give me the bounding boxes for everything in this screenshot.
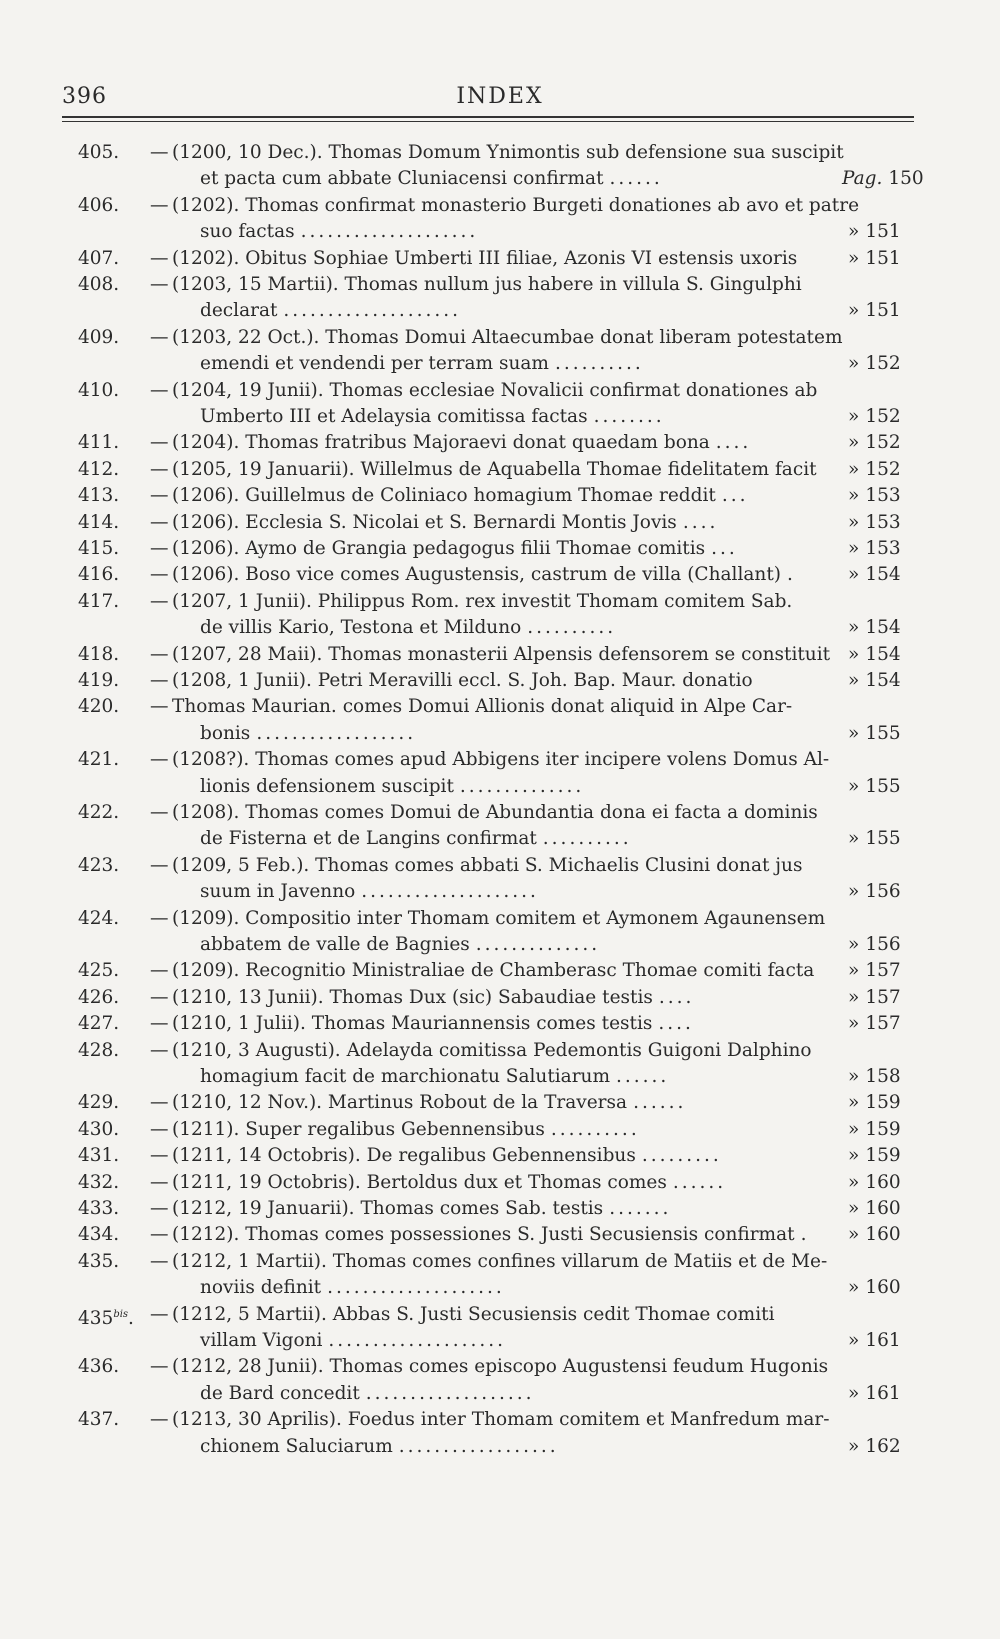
page-ref-mark: » (848, 1277, 860, 1299)
entry-number: 423. (78, 854, 120, 876)
page-ref-number: 151 (865, 300, 901, 322)
page-ref-mark: » (848, 1329, 860, 1351)
page-ref-number: 160 (865, 1224, 901, 1246)
entry-text-line: noviis definit .................... (200, 1277, 505, 1299)
page-reference (848, 430, 901, 456)
entry-text-line: de villis Kario, Testona et Milduno .......... (200, 617, 617, 639)
running-title: INDEX (456, 84, 544, 109)
entry-number: 411. (78, 432, 120, 454)
entry-dash: — (150, 274, 169, 295)
entry-dash: — (150, 1198, 169, 1219)
entry-text-line: (1209). Compositio inter Thomam comitem et Aymonem Agaunensem (172, 907, 826, 929)
page-reference (848, 1196, 901, 1222)
page-reference (848, 298, 901, 324)
page-ref-number: 150 (888, 168, 924, 190)
entry-dash: — (150, 749, 169, 771)
page-ref-mark: » (848, 1198, 860, 1219)
leader-dots: .................... (328, 1329, 507, 1351)
page-ref-mark: » (848, 775, 860, 797)
entry-text-line: Thomas Maurian. comes Domui Allionis donat aliquid in Alpe Car- (172, 696, 793, 718)
page-ref-number: 152 (865, 405, 901, 427)
page-ref-mark: » (848, 538, 860, 559)
entry-dash: — (150, 1092, 169, 1114)
leader-dots: .................. (256, 722, 417, 744)
entry-dash: — (150, 1039, 169, 1061)
entry-dash: — (150, 564, 169, 586)
entry-number: 414. (78, 511, 120, 533)
entry-text-line: (1207, 1 Junii). Philippus Rom. rex investit Thomam comitem Sab. (172, 590, 793, 612)
entry-dash: — (150, 1171, 169, 1193)
leader-dots: .................. (398, 1435, 559, 1457)
entry-number: 407. (78, 247, 120, 269)
page-ref-number: 161 (865, 1382, 901, 1404)
page-reference (848, 985, 901, 1011)
entry-text-line: (1204, 19 Junii). Thomas ecclesiae Novalicii confirmat donationes ab (172, 379, 818, 401)
leader-dots: ................... (365, 1382, 535, 1404)
page-ref-number: 154 (865, 670, 901, 691)
page-ref-number: 154 (865, 564, 901, 586)
page-ref-number: 151 (865, 247, 901, 269)
page-reference (848, 1143, 901, 1169)
entry-text-line: suum in Javenno .................... (200, 881, 539, 903)
leader-dots: .... (682, 511, 719, 533)
entry-dash: — (150, 1224, 169, 1246)
page-reference (848, 958, 901, 984)
leader-dots: .................... (283, 300, 462, 322)
entry-number: 433. (78, 1198, 120, 1219)
leader-dots: .... (658, 986, 695, 1008)
leader-dots: .......... (527, 617, 617, 639)
page-ref-mark: » (848, 933, 860, 955)
leader-dots: .................... (327, 1277, 505, 1299)
entry-text-line: emendi et vendendi per terram suam .......... (200, 353, 644, 375)
entry-text-line: (1208, 1 Junii). Petri Meravilli eccl. S. Joh. Bap. Maur. donatio (172, 670, 753, 691)
entry-text-line: de Fisterna et de Langins confirmat .......... (200, 828, 632, 850)
page-ref-mark: » (848, 485, 860, 507)
page-ref-number: 160 (865, 1198, 901, 1219)
leader-dots: ...... (609, 168, 663, 190)
entry-number: 437. (78, 1409, 120, 1431)
page-reference (848, 351, 901, 377)
page-ref-mark: » (848, 643, 860, 665)
entry-dash: — (150, 670, 169, 691)
page-ref-mark: » (848, 353, 860, 375)
entry-text-line: (1211). Super regalibus Gebennensibus .......... (172, 1118, 640, 1140)
entry-text-line: (1206). Aymo de Grangia pedagogus filii Thomae comitis ... (172, 538, 738, 559)
entry-dash: — (150, 458, 169, 480)
entry-number: $435^{bis}$. (78, 1307, 134, 1329)
entry-text-line: (1212, 28 Junii). Thomas comes episcopo Augustensi feudum Hugonis (172, 1356, 829, 1378)
entry-text-line: (1211, 19 Octobris). Bertoldus dux et Thomas comes ...... (172, 1171, 727, 1193)
entry-text-line: chionem Saluciarum .................. (200, 1435, 559, 1457)
page-reference (848, 562, 901, 588)
page-reference (848, 219, 901, 245)
entry-text-line: (1205, 19 Januarii). Willelmus de Aquabella Thomae fidelitatem facit (172, 458, 817, 480)
entry-text-line: (1213, 30 Aprilis). Foedus inter Thomam comitem et Manfredum mar- (172, 1409, 830, 1431)
page-ref-number: 157 (865, 1013, 901, 1035)
entry-dash: — (150, 590, 169, 612)
entry-dash: — (150, 194, 169, 216)
leader-dots: ....... (609, 1198, 672, 1219)
page-ref-number: 155 (865, 775, 901, 797)
entry-number: 408. (78, 274, 120, 295)
page-ref-number: 152 (865, 353, 901, 375)
page-reference (848, 1328, 901, 1354)
leader-dots: .............. (459, 775, 585, 797)
page-reference (848, 457, 901, 483)
page-ref-mark: » (848, 1224, 860, 1246)
leader-dots: ......... (641, 1145, 722, 1167)
entry-text-line: (1212, 5 Martii). Abbas S. Justi Secusiensis cedit Thomae comiti (172, 1303, 775, 1325)
leader-dots: ...... (672, 1171, 727, 1193)
page-ref-number: 159 (865, 1145, 901, 1167)
page-ref-number: 155 (865, 722, 901, 744)
leader-dots: ... (721, 485, 749, 507)
entry-text-line: (1206). Ecclesia S. Nicolai et S. Bernardi Montis Jovis .... (172, 511, 719, 533)
entry-dash: — (150, 907, 169, 929)
page-ref-mark: » (848, 670, 860, 691)
leader-dots: .......... (550, 1118, 640, 1140)
page-reference (848, 721, 901, 747)
entry-text-line: lionis defensionem suscipit .............. (200, 775, 585, 797)
entry-number-suffix: bis (113, 1308, 129, 1320)
page-ref-mark: » (848, 617, 860, 639)
page-number: 396 (62, 84, 107, 109)
entry-dash: — (150, 379, 169, 401)
entry-number: 434. (78, 1224, 120, 1246)
entry-dash: — (150, 854, 169, 876)
entry-number: 429. (78, 1092, 120, 1114)
page-ref-number: 154 (865, 643, 901, 665)
page-reference (848, 1434, 901, 1460)
leader-dots: .................... (300, 221, 479, 243)
page-ref-mark: » (848, 564, 860, 586)
page-reference (842, 166, 924, 192)
entry-text-line: et pacta cum abbate Cluniacensi confirmat ...... (200, 168, 663, 190)
entry-number: 427. (78, 1013, 120, 1035)
page-ref-mark: » (848, 221, 860, 243)
page-ref-mark: » (848, 1382, 860, 1404)
entry-dash: — (150, 326, 169, 348)
entry-number: 421. (78, 749, 120, 771)
entry-text-line: (1210, 1 Julii). Thomas Mauriannensis comes testis .... (172, 1013, 694, 1035)
entry-number: 416. (78, 564, 120, 586)
page-reference (848, 483, 901, 509)
entry-text-line: (1207, 28 Maii). Thomas monasterii Alpensis defensorem se constituit (172, 643, 831, 665)
page-ref-number: 156 (865, 933, 901, 955)
page-ref-number: 159 (865, 1092, 901, 1114)
page-ref-mark: » (848, 1118, 860, 1140)
page-ref-mark: » (848, 1435, 860, 1457)
page-ref-number: 153 (865, 511, 901, 533)
page-ref-mark: » (848, 405, 860, 427)
page-ref-mark: » (848, 1145, 860, 1167)
page-ref-mark: » (848, 828, 860, 850)
page-reference (848, 642, 901, 668)
entry-dash: — (150, 511, 169, 533)
page-ref-mark: » (848, 1092, 860, 1114)
entry-text-line: (1210, 12 Nov.). Martinus Robout de la Traversa ...... (172, 1092, 687, 1114)
page-ref-mark: » (848, 960, 860, 982)
page-ref-number: 159 (865, 1118, 901, 1140)
page-reference (848, 932, 901, 958)
entry-number: 417. (78, 590, 120, 612)
page-ref-number: 160 (865, 1171, 901, 1193)
entry-text-line: homagium facit de marchionatu Salutiarum ...... (200, 1065, 670, 1087)
page-reference (848, 1222, 901, 1248)
entry-text-line: abbatem de valle de Bagnies .............. (200, 933, 601, 955)
entry-text-line: suo factas .................... (200, 221, 479, 243)
entry-number: 406. (78, 194, 120, 216)
leader-dots: ........ (593, 405, 665, 427)
entry-text-line: (1212, 1 Martii). Thomas comes confines villarum de Matiis et de Me- (172, 1250, 828, 1272)
page-reference (848, 1011, 901, 1037)
page-ref-mark: » (848, 986, 860, 1008)
leader-dots: .................... (361, 881, 539, 903)
entry-text-line: (1210, 13 Junii). Thomas Dux (sic) Sabaudiae testis .... (172, 986, 695, 1008)
entry-dash: — (150, 1409, 169, 1431)
entry-text-line: (1200, 10 Dec.). Thomas Domum Ynimontis sub defensione sua suscipit (172, 142, 844, 163)
page-reference (848, 1117, 901, 1143)
page-ref-mark: » (848, 881, 860, 903)
leader-dots: .... (658, 1013, 694, 1035)
leader-dots: .......... (554, 353, 644, 375)
entry-text-line: (1208). Thomas comes Domui de Abundantia dona ei facta a dominis (172, 802, 818, 823)
entry-dash: — (150, 960, 169, 982)
page-reference (848, 246, 901, 272)
page-ref-number: 161 (865, 1329, 901, 1351)
page-ref-mark: Pag. (842, 168, 883, 190)
entry-number: 413. (78, 485, 120, 507)
entry-dash: — (150, 142, 169, 163)
page-ref-number: 158 (865, 1065, 901, 1087)
page-ref-number: 153 (865, 538, 901, 559)
page-ref-mark: » (848, 1013, 860, 1035)
entry-number: 412. (78, 458, 120, 480)
page-reference (848, 826, 901, 852)
entry-number: 435. (78, 1250, 120, 1272)
page-ref-mark: » (848, 722, 860, 744)
entry-text-line: (1203, 15 Martii). Thomas nullum jus habere in villula S. Gingulphi (172, 274, 802, 295)
entry-number: 430. (78, 1118, 120, 1140)
entry-number: 431. (78, 1145, 120, 1167)
entry-text-line: de Bard concedit ................... (200, 1382, 535, 1404)
entry-text-line: (1209). Recognitio Ministraliae de Chamberasc Thomae comiti facta (172, 960, 815, 982)
leader-dots: ...... (633, 1092, 687, 1114)
leader-dots: .......... (542, 828, 632, 850)
entry-text-line: (1206). Guillelmus de Coliniaco homagium Thomae reddit ... (172, 485, 749, 507)
entry-number: 410. (78, 379, 120, 401)
page-reference (848, 1170, 901, 1196)
page-ref-number: 157 (865, 960, 901, 982)
entry-dash: — (150, 1013, 169, 1035)
page-ref-number: 152 (865, 458, 901, 480)
entry-number: 432. (78, 1171, 120, 1193)
page-reference (848, 1090, 901, 1116)
entry-dash: — (150, 643, 169, 665)
entry-number: 420. (78, 696, 120, 718)
page-ref-number: 154 (865, 617, 901, 639)
entry-text-line: (1204). Thomas fratribus Majoraevi donat quaedam bona .... (172, 432, 752, 454)
entry-dash: — (150, 1356, 169, 1378)
page-reference (848, 510, 901, 536)
entry-dash: — (150, 986, 169, 1008)
entry-number: 418. (78, 643, 120, 665)
leader-dots: .............. (475, 933, 601, 955)
page-ref-number: 151 (865, 221, 901, 243)
entry-dash: — (150, 247, 169, 269)
entry-number: 436. (78, 1356, 120, 1378)
entry-dash: — (150, 802, 169, 823)
entry-number: 405. (78, 142, 120, 163)
entry-text-line: (1211, 14 Octobris). De regalibus Gebennensibus ......... (172, 1145, 722, 1167)
page-ref-mark: » (848, 458, 860, 480)
entry-text-line: (1202). Obitus Sophiae Umberti III filiae, Azonis VI estensis uxoris (172, 247, 798, 269)
entry-text-line: (1210, 3 Augusti). Adelayda comitissa Pedemontis Guigoni Dalphino (172, 1039, 812, 1061)
entry-number: 428. (78, 1039, 120, 1061)
page-ref-number: 153 (865, 485, 901, 507)
entry-dash: — (150, 485, 169, 507)
entry-dash: — (150, 538, 169, 559)
entry-dash: — (150, 432, 169, 454)
page-ref-mark: » (848, 1065, 860, 1087)
page-ref-number: 156 (865, 881, 901, 903)
entry-number: 425. (78, 960, 120, 982)
entry-number: 424. (78, 907, 120, 929)
entry-text-line: declarat .................... (200, 300, 462, 322)
page-reference (848, 1064, 901, 1090)
page-reference (848, 404, 901, 430)
entry-dash: — (150, 1145, 169, 1167)
page-reference (848, 615, 901, 641)
entry-text-line: (1209, 5 Feb.). Thomas comes abbati S. Michaelis Clusini donat jus (172, 854, 803, 876)
entry-number: 415. (78, 538, 120, 559)
page-reference (848, 668, 901, 694)
page-ref-number: 155 (865, 828, 901, 850)
page-reference (848, 774, 901, 800)
page-reference (848, 1275, 901, 1301)
page-ref-number: 160 (865, 1277, 901, 1299)
leader-dots: . (786, 564, 796, 586)
entry-dash: — (150, 696, 169, 718)
entry-text-line: villam Vigoni .................... (200, 1329, 507, 1351)
entry-dash: — (150, 1118, 169, 1140)
entry-text-line: (1206). Boso vice comes Augustensis, castrum de villa (Challant) . (172, 564, 796, 586)
leader-dots: ...... (616, 1065, 670, 1087)
entry-text-line: (1212, 19 Januarii). Thomas comes Sab. testis ....... (172, 1198, 672, 1219)
leader-dots: ... (711, 538, 738, 559)
page-reference (848, 536, 901, 562)
entry-text-line: Umberto III et Adelaysia comitissa factas ........ (200, 405, 665, 427)
entry-text-line: (1212). Thomas comes possessiones S. Justi Secusiensis confirmat . (172, 1224, 810, 1246)
page-ref-mark: » (848, 247, 860, 269)
entry-dash: — (150, 1250, 169, 1272)
page-ref-mark: » (848, 300, 860, 322)
entry-number: 409. (78, 326, 120, 348)
page-reference (848, 1381, 901, 1407)
page-ref-number: 152 (865, 432, 901, 454)
entry-text-line: bonis .................. (200, 722, 417, 744)
leader-dots: . (800, 1224, 810, 1246)
entry-number: 426. (78, 986, 120, 1008)
page-ref-mark: » (848, 1171, 860, 1193)
entry-number: 419. (78, 670, 120, 691)
page-reference (848, 879, 901, 905)
entry-dash: — (150, 1303, 169, 1325)
entry-text-line: (1208?). Thomas comes apud Abbigens iter incipere volens Domus Al- (172, 749, 830, 771)
entry-number: 422. (78, 802, 120, 823)
entry-text-line: (1202). Thomas confirmat monasterio Burgeti donationes ab avo et patre (172, 194, 860, 216)
page-ref-number: 162 (865, 1435, 901, 1457)
entry-text-line: (1203, 22 Oct.). Thomas Domui Altaecumbae donat liberam potestatem (172, 326, 843, 348)
page-ref-mark: » (848, 511, 860, 533)
page-ref-number: 157 (865, 986, 901, 1008)
page-ref-mark: » (848, 432, 860, 454)
leader-dots: .... (715, 432, 752, 454)
